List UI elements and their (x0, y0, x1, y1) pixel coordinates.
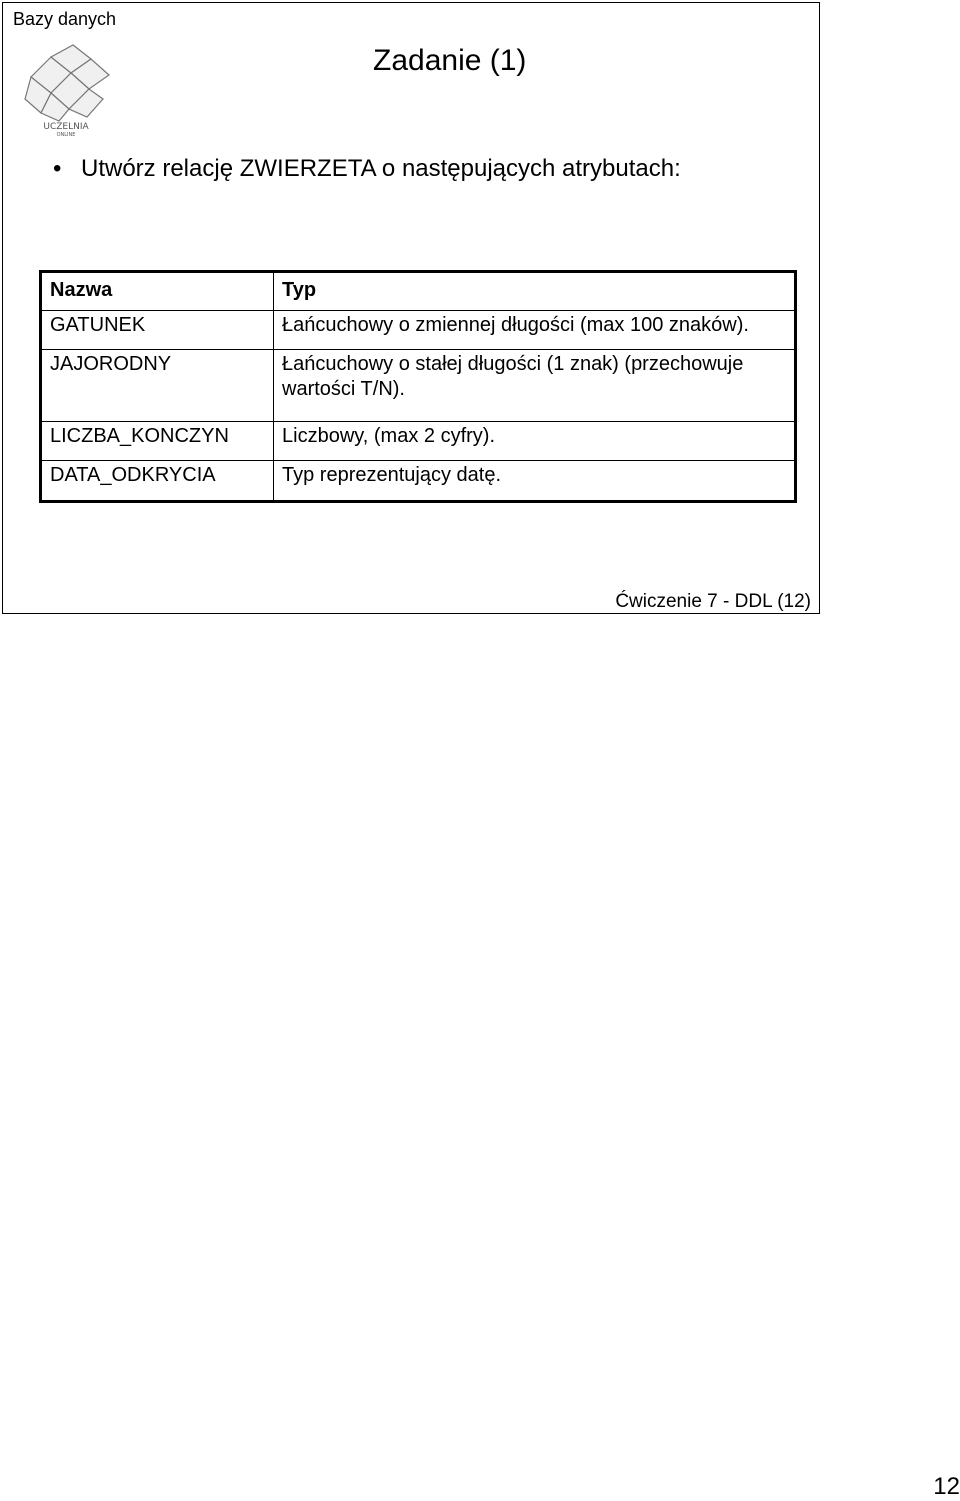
table-row (41, 422, 796, 461)
attribute-type-cell: Typ reprezentujący datę. (274, 461, 796, 502)
slide-title: Zadanie (1) (373, 44, 527, 77)
logo-text: UCZELNIA (43, 122, 89, 132)
course-label: Bazy danych (13, 9, 117, 29)
attribute-type-cell: Łańcuchowy o zmiennej długości (max 100 znaków). (274, 311, 796, 350)
attribute-name-cell: JAJORODNY (41, 350, 274, 422)
table-row (41, 461, 796, 502)
page-number: 12 (933, 1473, 960, 1500)
logo-subtext: ONLINE (56, 132, 76, 137)
column-header-name: Nazwa (41, 272, 274, 311)
attributes-table (39, 270, 797, 503)
exercise-label: Ćwiczenie 7 - DDL (12) (615, 591, 811, 612)
bullet-dot-icon: • (53, 155, 62, 182)
table-row (41, 311, 796, 350)
attribute-name-cell: DATA_ODKRYCIA (41, 461, 274, 502)
bullet-text: Utwórz relację ZWIERZETA o następujących atrybutach: (81, 155, 681, 182)
table-header-row (41, 272, 796, 311)
attribute-type-cell: Liczbowy, (max 2 cyfry). (274, 422, 796, 461)
table-row (41, 350, 796, 422)
bullet-item (53, 155, 681, 183)
slide-frame (2, 2, 820, 614)
attribute-name-cell: LICZBA_KONCZYN (41, 422, 274, 461)
column-header-type: Typ (274, 272, 796, 311)
attribute-type-cell: Łańcuchowy o stałej długości (1 znak) (przechowuje wartości T/N). (274, 350, 796, 422)
university-logo-icon (21, 37, 111, 137)
attribute-name-cell: GATUNEK (41, 311, 274, 350)
